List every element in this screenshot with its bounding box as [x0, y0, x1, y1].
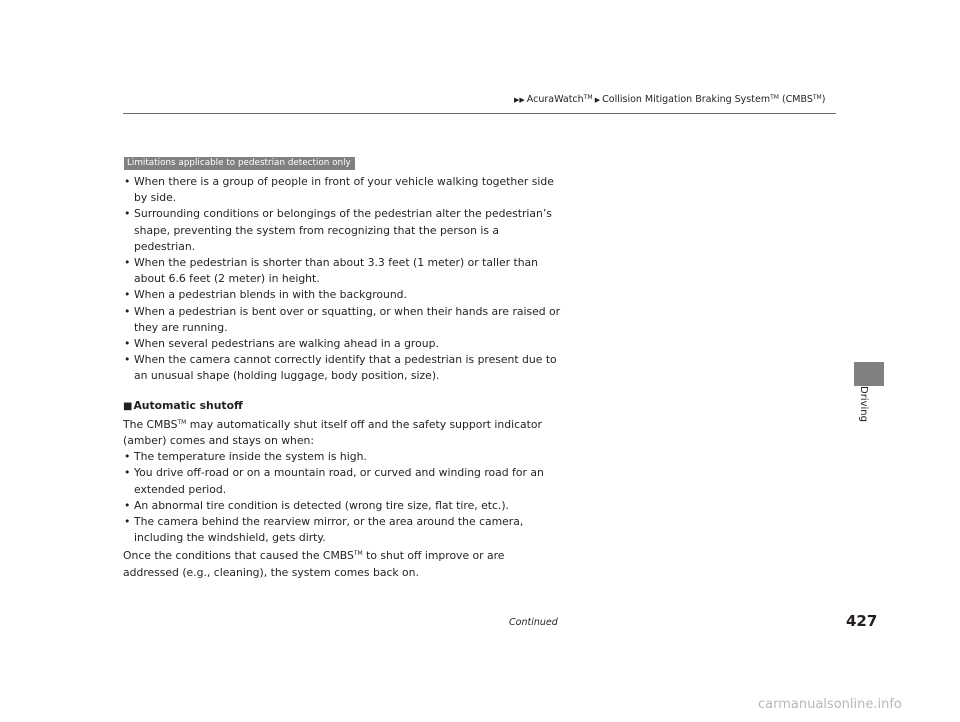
- header-system: Collision Mitigation Braking System: [602, 94, 771, 105]
- list-item: • When a pedestrian is bent over or squatting, or when their hands are raised or they are running.: [123, 304, 563, 336]
- breadcrumb-header: [514, 94, 825, 105]
- limitations-badge: Limitations applicable to pedestrian detection only: [124, 157, 355, 170]
- intro-text-a: The CMBS: [123, 417, 178, 431]
- list-item: • When there is a group of people in front of your vehicle walking together side by side.: [123, 174, 563, 206]
- header-divider: [123, 113, 836, 114]
- outro-text-a: Once the conditions that caused the CMBS: [123, 549, 354, 563]
- header-brand-tm: TM: [583, 94, 593, 101]
- triangle-arrow-icon: ▶: [592, 96, 601, 104]
- list-item: • When the pedestrian is shorter than about 3.3 feet (1 meter) or taller than about 6.6 feet (2 meter) in height.: [123, 255, 563, 287]
- continued-label: Continued: [509, 617, 558, 628]
- intro-text-b: may automatically shut itself off and the safety support indicator (amber) comes and stays on when:: [123, 417, 542, 448]
- section-heading-text: Automatic shutoff: [133, 398, 243, 412]
- page-number: 427: [846, 612, 878, 630]
- header-system-tm: TM: [770, 94, 779, 101]
- section-heading: [123, 398, 563, 415]
- header-abbr-close: ): [821, 94, 826, 105]
- watermark: carmanualsonline.info: [758, 697, 902, 712]
- header-abbr-open: (CMBS: [778, 94, 813, 105]
- header-brand: AcuraWatch: [526, 94, 584, 105]
- list-item: • When several pedestrians are walking ahead in a group.: [123, 336, 563, 352]
- header-abbr-tm: TM: [812, 94, 822, 101]
- section-tab-label: Driving: [858, 386, 869, 422]
- list-item: • You drive off-road or on a mountain road, or curved and winding road for an extended period.: [123, 465, 563, 497]
- list-item: • The temperature inside the system is high.: [123, 449, 563, 465]
- section-tab-marker: [854, 362, 884, 386]
- outro-text-b: to shut off improve or are addressed (e.g., cleaning), the system comes back on.: [123, 549, 505, 579]
- shutoff-intro: [123, 415, 563, 449]
- shutoff-outro: [123, 546, 563, 580]
- shutoff-list: [123, 449, 563, 546]
- list-item: • Surrounding conditions or belongings of the pedestrian alter the pedestrian’s shape, preventing the system from recognizing that the person is a pedestrian.: [123, 206, 563, 255]
- intro-tm: TM: [177, 418, 187, 426]
- list-item: • The camera behind the rearview mirror, or the area around the camera, including the windshield, gets dirty.: [123, 514, 563, 546]
- list-item: • An abnormal tire condition is detected (wrong tire size, flat tire, etc.).: [123, 498, 563, 514]
- list-item: • When a pedestrian blends in with the background.: [123, 287, 563, 303]
- triangle-arrow-icon: ▶▶: [514, 96, 525, 104]
- main-content: [123, 154, 563, 581]
- outro-tm: TM: [353, 550, 363, 558]
- list-item: • When the camera cannot correctly identify that a pedestrian is present due to an unusual shape (holding luggage, body position, size).: [123, 352, 563, 384]
- square-bullet-icon: ■: [123, 400, 133, 412]
- limitations-list: [123, 174, 563, 385]
